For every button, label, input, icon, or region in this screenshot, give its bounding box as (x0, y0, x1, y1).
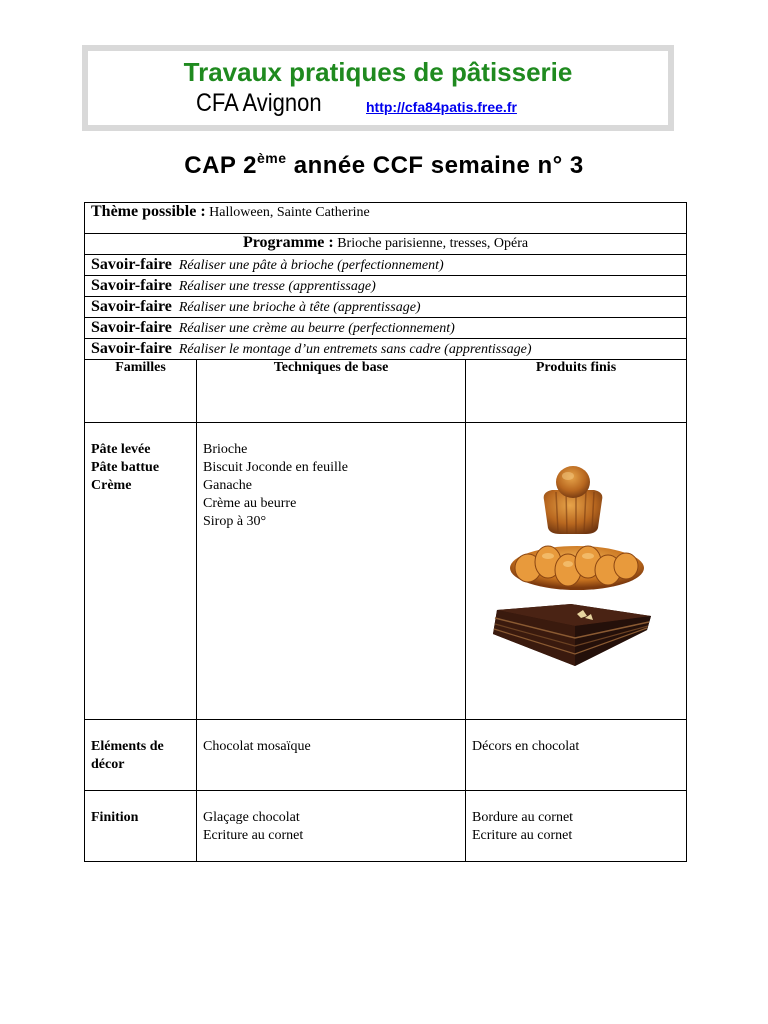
table-row (85, 720, 687, 791)
brioche-a-tete-image (538, 462, 608, 536)
theme-value: Halloween, Sainte Catherine (205, 205, 370, 220)
savoir-faire-cell (85, 339, 687, 360)
column-header-produits: Produits finis (466, 360, 687, 423)
techniques-cell (197, 791, 466, 862)
family-item: Eléments de (91, 739, 164, 754)
techniques-cell (197, 423, 466, 720)
savoir-faire-row (85, 276, 687, 297)
header-subtitle: CFA Avignon (196, 89, 322, 117)
product-item: Bordure au cornet (472, 810, 574, 825)
product-item: Ecriture au cornet (472, 828, 573, 843)
programme-value: Brioche parisienne, tresses, Opéra (333, 236, 529, 251)
website-link[interactable]: http://cfa84patis.free.fr (366, 99, 517, 115)
technique-item: Biscuit Joconde en feuille (203, 460, 349, 475)
savoir-faire-text: Réaliser une tresse (apprentissage) (178, 279, 376, 294)
savoir-faire-cell (85, 297, 687, 318)
families-cell (85, 423, 197, 720)
column-header-familles: Familles (85, 360, 197, 423)
family-item: Crème (91, 478, 132, 493)
savoir-faire-label: Savoir-faire (91, 256, 172, 273)
technique-item: Brioche (203, 442, 248, 457)
family-item: Pâte levée (91, 442, 151, 457)
savoir-faire-row (85, 297, 687, 318)
families-cell (85, 720, 197, 791)
products-cell (466, 791, 687, 862)
savoir-faire-text: Réaliser le montage d’un entremets sans cadre (apprentissage) (178, 342, 532, 357)
programme-row (85, 234, 687, 255)
table-row (85, 791, 687, 862)
savoir-faire-row (85, 339, 687, 360)
savoir-faire-label: Savoir-faire (91, 319, 172, 336)
savoir-faire-text: Réaliser une brioche à tête (apprentissage) (178, 300, 421, 315)
products-cell: Décors en chocolat (466, 720, 687, 791)
savoir-faire-text: Réaliser une crème au beurre (perfectionnement) (178, 321, 455, 336)
savoir-faire-row (85, 255, 687, 276)
header-box (82, 45, 674, 131)
header-inner (88, 51, 668, 125)
savoir-faire-text: Réaliser une pâte à brioche (perfectionnement) (178, 258, 444, 273)
brioche-tresse-image (508, 538, 646, 594)
savoir-faire-cell (85, 255, 687, 276)
technique-item: Ecriture au cornet (203, 828, 304, 843)
theme-label: Thème possible : (91, 203, 206, 220)
savoir-faire-label: Savoir-faire (91, 340, 172, 357)
column-header-techniques: Techniques de base (197, 360, 466, 423)
savoir-faire-row (85, 318, 687, 339)
techniques-cell: Chocolat mosaïque (197, 720, 466, 791)
title-suffix: année CCF semaine n° 3 (286, 152, 584, 179)
families-cell: Finition (85, 791, 197, 862)
theme-cell (85, 203, 687, 234)
programme-cell (85, 234, 687, 255)
savoir-faire-label: Savoir-faire (91, 298, 172, 315)
family-item: Pâte battue (91, 460, 160, 475)
title-prefix: CAP 2 (184, 152, 258, 179)
document-title (0, 150, 768, 180)
savoir-faire-cell (85, 276, 687, 297)
opera-cake-image (491, 600, 655, 668)
savoir-faire-label: Savoir-faire (91, 277, 172, 294)
technique-item: Ganache (203, 478, 252, 493)
title-superscript: ème (257, 150, 287, 166)
technique-item: Sirop à 30° (203, 514, 267, 529)
header-title: Travaux pratiques de pâtisserie (183, 57, 573, 87)
column-header-row (85, 360, 687, 423)
savoir-faire-cell (85, 318, 687, 339)
family-item: décor (91, 757, 125, 772)
technique-item: Glaçage chocolat (203, 810, 300, 825)
programme-label: Programme : (242, 234, 334, 251)
theme-row (85, 203, 687, 234)
technique-item: Crème au beurre (203, 496, 297, 511)
